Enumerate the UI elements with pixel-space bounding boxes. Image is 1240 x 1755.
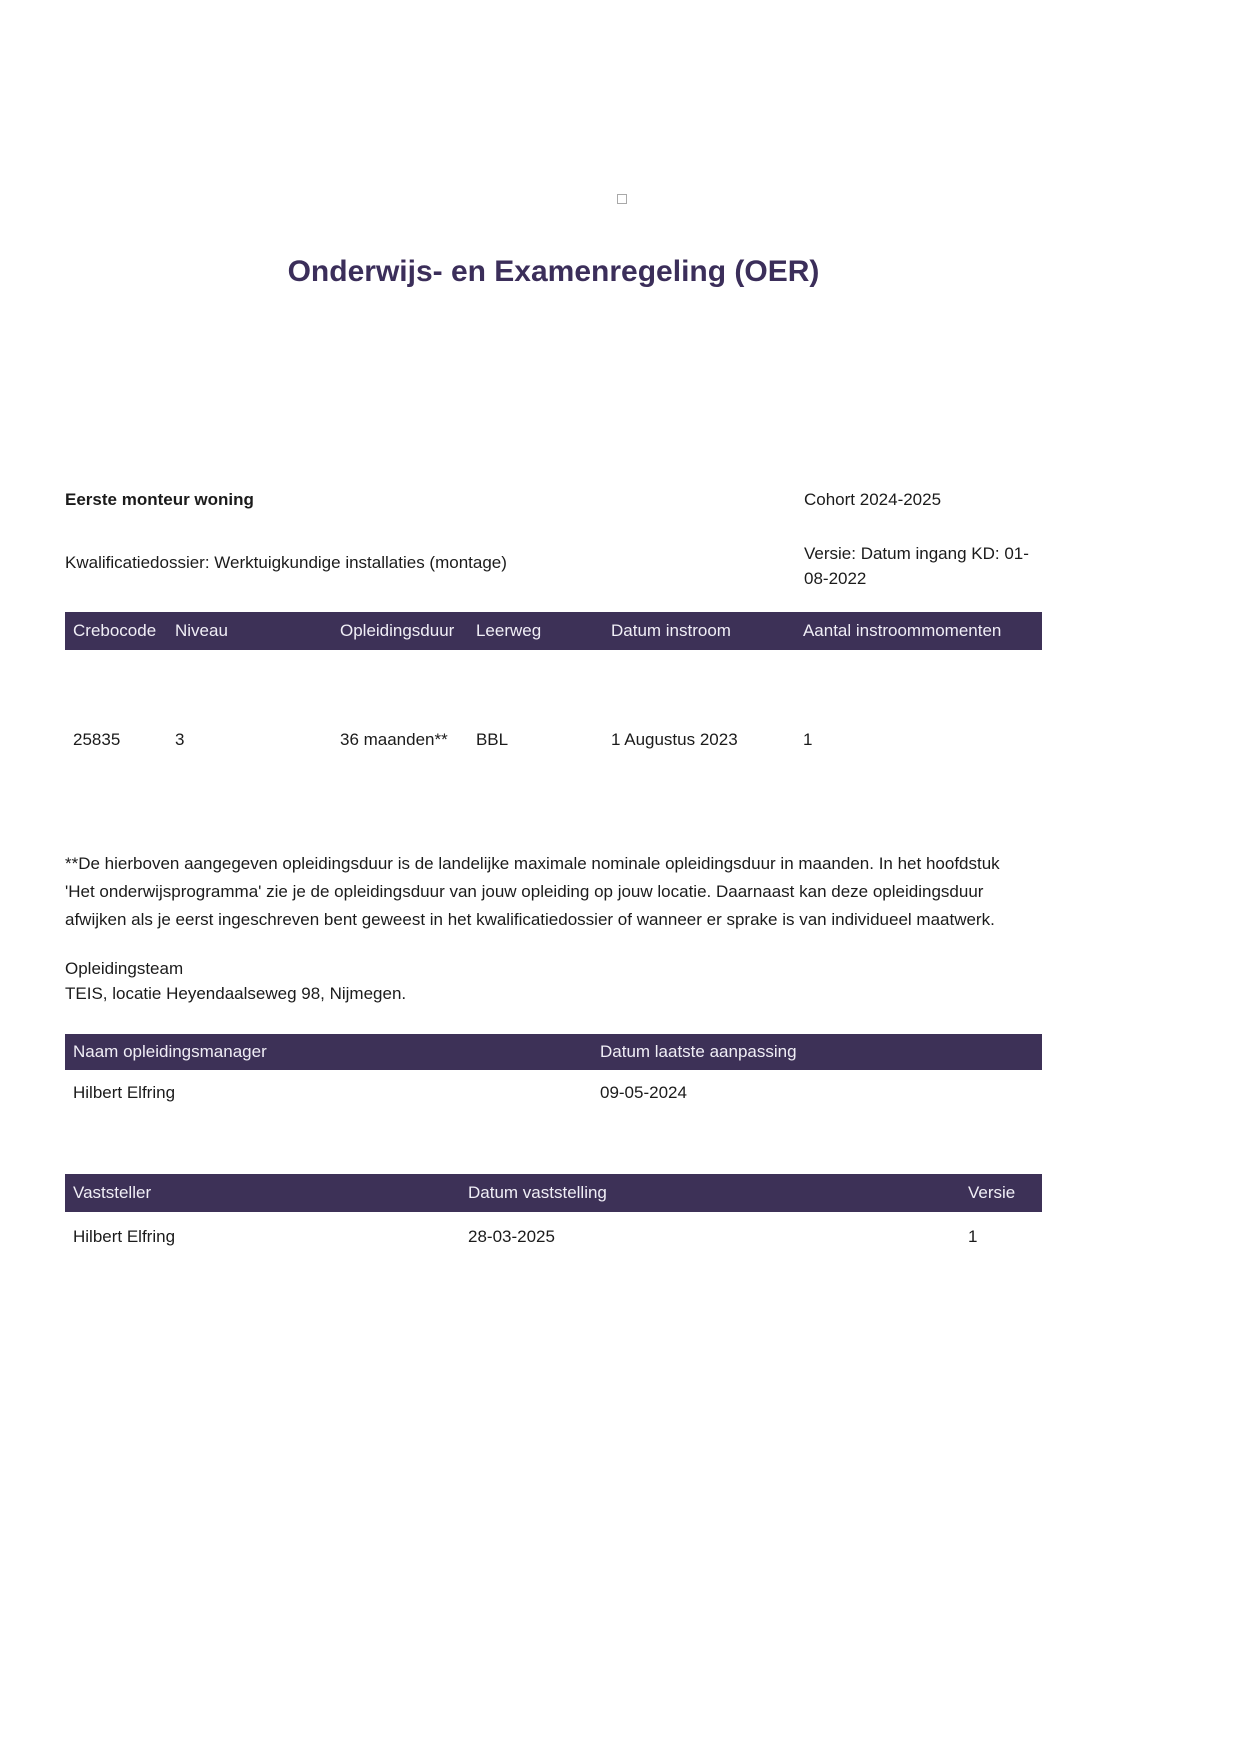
cell-crebocode: 25835: [73, 730, 121, 749]
program-table: [65, 612, 1042, 830]
cell-datum-instroom: 1 Augustus 2023: [610, 730, 738, 749]
table-row: [65, 1212, 1042, 1262]
cell-versie-number: 1: [968, 1227, 978, 1246]
cell-last-modified-date: 09-05-2024: [599, 1082, 687, 1102]
program-name: Eerste monteur woning: [65, 490, 254, 509]
version-label: Versie: Datum ingang KD: 01-08-2022: [804, 544, 1029, 588]
column-header-datum-laatste-aanpassing: Datum laatste aanpassing: [599, 1042, 797, 1061]
team-section: [65, 956, 1042, 1006]
cell-vaststelling-date: 28-03-2025: [468, 1227, 555, 1246]
table-row: [65, 1070, 1042, 1115]
program-info-right: [804, 489, 1042, 591]
program-table-header-row: [65, 612, 1042, 650]
manager-table-header-row: [65, 1034, 1042, 1070]
table-row: [65, 650, 1042, 830]
cell-aantal-instroommomenten: 1: [802, 730, 813, 749]
column-header-versie: Versie: [968, 1183, 1016, 1202]
team-location: TEIS, locatie Heyendaalseweg 98, Nijmegen.: [65, 984, 407, 1003]
document-page: [65, 0, 1042, 1262]
column-header-aantal-instroommomenten: Aantal instroommomenten: [802, 621, 1002, 640]
column-header-opleidingsduur: Opleidingsduur: [339, 621, 455, 640]
page-title: Onderwijs- en Examenregeling (OER): [287, 255, 820, 288]
approval-table-header-row: [65, 1174, 1042, 1212]
approval-table: [65, 1174, 1042, 1262]
cell-opleidingsduur: 36 maanden**: [339, 730, 448, 749]
cell-vaststeller-name: Hilbert Elfring: [73, 1227, 176, 1246]
duration-note: **De hierboven aangegeven opleidingsduur is de landelijke maximale nominale opleidingsduur in maanden. In het hoofdstuk 'Het onderwijsprogramma' zie je de opleidingsduur van jouw opleiding op jouw locatie. Daarnaast kan deze opleidingsduur afwijken als je eerst ingeschreven bent geweest in het kwalificatiedossier of wanneer er sprake is van individueel maatwerk.: [65, 854, 1000, 929]
cell-leerweg: BBL: [475, 730, 509, 749]
program-info-section: [65, 489, 1042, 591]
column-header-vaststeller: Vaststeller: [73, 1183, 152, 1202]
column-header-datum-vaststelling: Datum vaststelling: [468, 1183, 607, 1202]
cell-niveau: 3: [174, 730, 185, 749]
column-header-naam-opleidingsmanager: Naam opleidingsmanager: [73, 1042, 267, 1061]
qualification-dossier: Kwalificatiedossier: Werktuigkundige installaties (montage): [65, 553, 507, 572]
column-header-crebocode: Crebocode: [73, 621, 157, 640]
column-header-niveau: Niveau: [174, 621, 228, 640]
team-label: Opleidingsteam: [65, 959, 184, 978]
manager-table: [65, 1034, 1042, 1115]
program-info-left: [65, 489, 804, 574]
column-header-datum-instroom: Datum instroom: [610, 621, 731, 640]
column-header-leerweg: Leerweg: [475, 621, 542, 640]
cohort-label: Cohort 2024-2025: [804, 490, 942, 509]
broken-image-icon: [617, 194, 627, 204]
cell-manager-name: Hilbert Elfring: [73, 1082, 176, 1102]
